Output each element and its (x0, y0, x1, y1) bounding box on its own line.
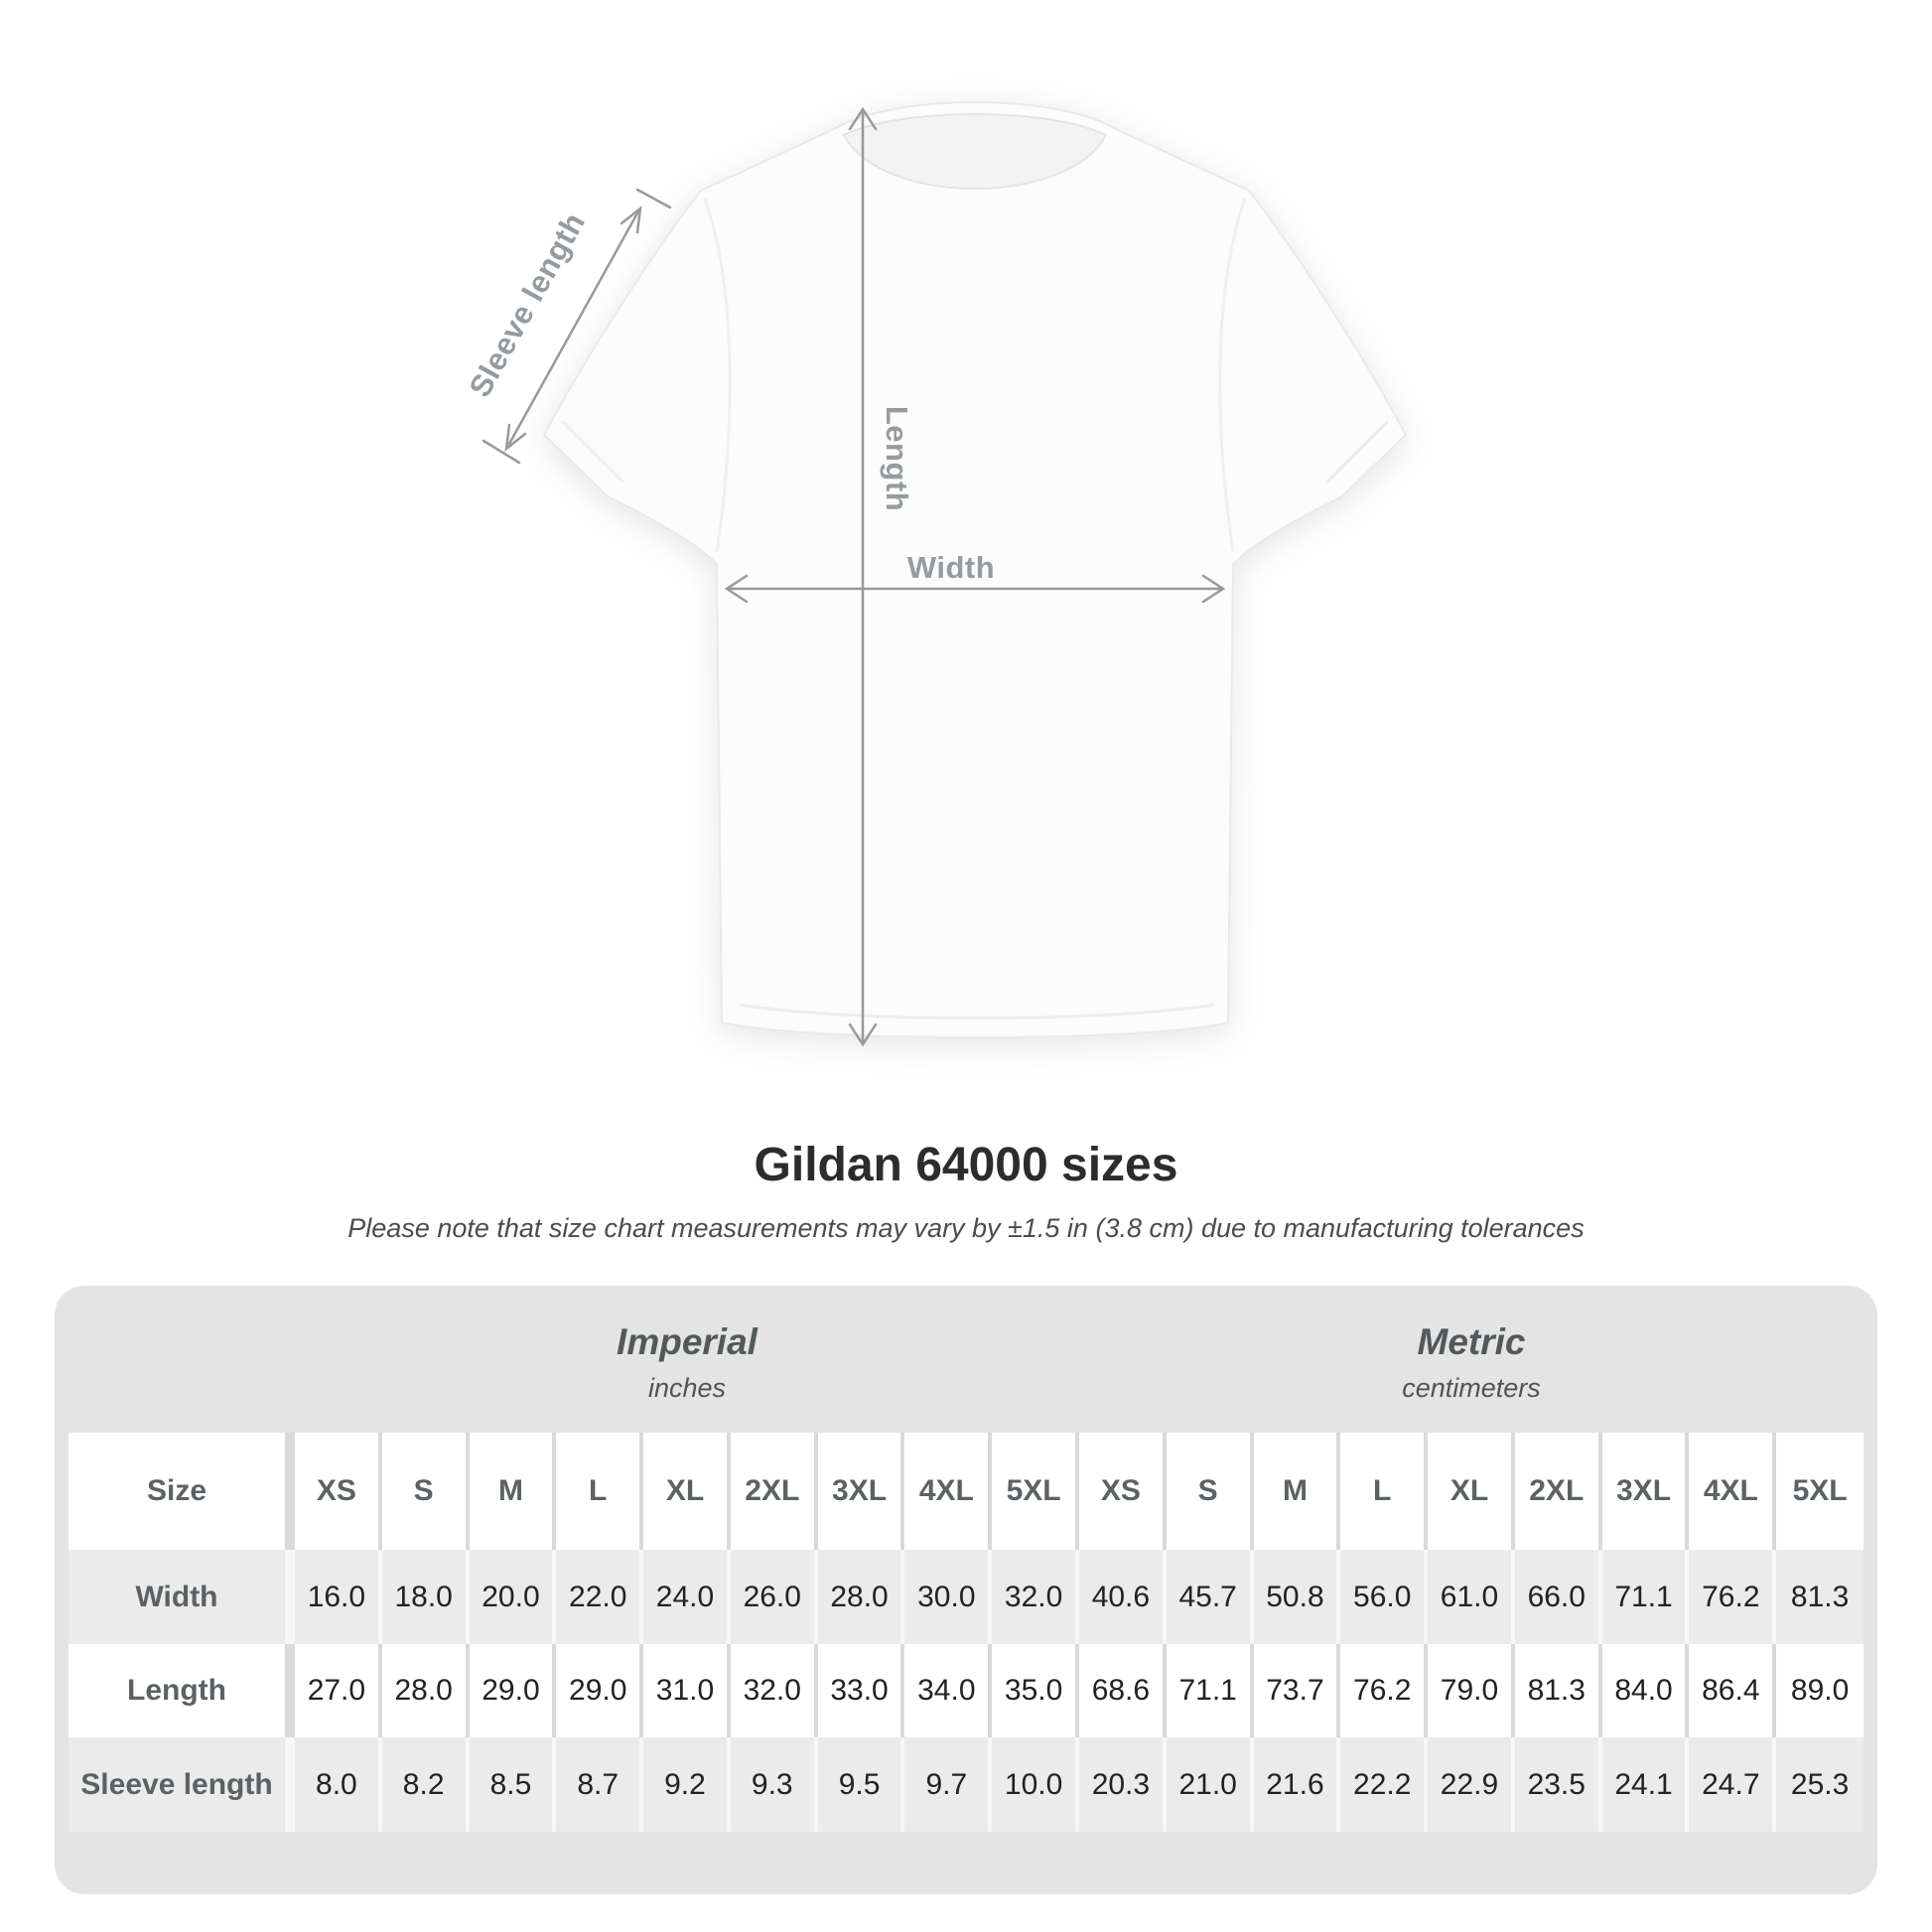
size-header: L (1340, 1433, 1428, 1550)
row-label-width: Width (69, 1550, 295, 1644)
table-cell: 20.3 (1079, 1737, 1167, 1832)
size-header: M (1254, 1433, 1341, 1550)
table-cell: 71.1 (1167, 1644, 1254, 1737)
table-cell: 66.0 (1515, 1550, 1602, 1644)
size-column-header: Size (69, 1433, 295, 1550)
table-cell: 30.0 (904, 1550, 992, 1644)
metric-label: Metric (1417, 1320, 1526, 1362)
size-header: L (556, 1433, 643, 1550)
table-cell: 24.7 (1689, 1737, 1776, 1832)
table-cell: 8.5 (470, 1737, 557, 1832)
table-cell: 84.0 (1602, 1644, 1690, 1737)
table-cell: 18.0 (382, 1550, 470, 1644)
size-header: S (382, 1433, 470, 1550)
table-cell: 45.7 (1167, 1550, 1254, 1644)
table-cell: 29.0 (470, 1644, 557, 1737)
table-cell: 56.0 (1340, 1550, 1428, 1644)
table-cell: 8.7 (556, 1737, 643, 1832)
size-header: XL (643, 1433, 731, 1550)
table-cell: 10.0 (992, 1737, 1079, 1832)
table-cell: 31.0 (643, 1644, 731, 1737)
table-cell: 9.5 (818, 1737, 905, 1832)
group-header-spacer (69, 1286, 295, 1433)
table-cell: 9.7 (904, 1737, 992, 1832)
width-label: Width (906, 550, 996, 585)
table-cell: 27.0 (295, 1644, 382, 1737)
metric-unit-label: centimeters (1402, 1372, 1541, 1403)
group-header-metric (1079, 1286, 1863, 1433)
imperial-label: Imperial (617, 1320, 758, 1362)
table-cell: 9.3 (731, 1737, 818, 1832)
group-header-imperial (295, 1286, 1079, 1433)
table-cell: 33.0 (818, 1644, 905, 1737)
table-cell: 16.0 (295, 1550, 382, 1644)
table-cell: 8.2 (382, 1737, 470, 1832)
row-label-sleeve-length: Sleeve length (69, 1737, 295, 1832)
size-header: 2XL (731, 1433, 818, 1550)
table-cell: 20.0 (470, 1550, 557, 1644)
table-cell: 71.1 (1602, 1550, 1690, 1644)
page-title: Gildan 64000 sizes (754, 1139, 1178, 1191)
imperial-unit-label: inches (647, 1372, 727, 1403)
table-cell: 29.0 (556, 1644, 643, 1737)
size-header: 2XL (1515, 1433, 1602, 1550)
table-cell: 23.5 (1515, 1737, 1602, 1832)
size-header: 3XL (1602, 1433, 1690, 1550)
size-header: 4XL (904, 1433, 992, 1550)
table-cell: 61.0 (1428, 1550, 1515, 1644)
size-chart-panel (55, 1286, 1877, 1894)
table-cell: 35.0 (992, 1644, 1079, 1737)
length-label: Length (880, 405, 914, 512)
size-chart-table (69, 1286, 1863, 1832)
size-header: 5XL (992, 1433, 1079, 1550)
size-header: 4XL (1689, 1433, 1776, 1550)
table-cell: 76.2 (1340, 1644, 1428, 1737)
table-cell: 32.0 (992, 1550, 1079, 1644)
row-label-length: Length (69, 1644, 295, 1737)
table-cell: 40.6 (1079, 1550, 1167, 1644)
table-cell: 76.2 (1689, 1550, 1776, 1644)
table-cell: 50.8 (1254, 1550, 1341, 1644)
table-cell: 8.0 (295, 1737, 382, 1832)
table-cell: 81.3 (1515, 1644, 1602, 1737)
table-cell: 24.1 (1602, 1737, 1690, 1832)
table-cell: 25.3 (1776, 1737, 1863, 1832)
table-cell: 22.2 (1340, 1737, 1428, 1832)
size-header: 3XL (818, 1433, 905, 1550)
table-cell: 21.6 (1254, 1737, 1341, 1832)
table-cell: 9.2 (643, 1737, 731, 1832)
size-header: XS (295, 1433, 382, 1550)
size-header: M (470, 1433, 557, 1550)
table-cell: 22.0 (556, 1550, 643, 1644)
table-cell: 86.4 (1689, 1644, 1776, 1737)
table-cell: 26.0 (731, 1550, 818, 1644)
table-cell: 32.0 (731, 1644, 818, 1737)
size-header: S (1167, 1433, 1254, 1550)
table-cell: 34.0 (904, 1644, 992, 1737)
size-header: 5XL (1776, 1433, 1863, 1550)
table-cell: 79.0 (1428, 1644, 1515, 1737)
size-header: XL (1428, 1433, 1515, 1550)
table-cell: 68.6 (1079, 1644, 1167, 1737)
sleeve-length-label: Sleeve length (462, 207, 593, 403)
table-cell: 24.0 (643, 1550, 731, 1644)
table-cell: 28.0 (382, 1644, 470, 1737)
table-cell: 28.0 (818, 1550, 905, 1644)
table-cell: 73.7 (1254, 1644, 1341, 1737)
table-cell: 22.9 (1428, 1737, 1515, 1832)
tolerance-note: Please note that size chart measurements may vary by ±1.5 in (3.8 cm) due to manufacturing tolerances (347, 1213, 1585, 1243)
size-header: XS (1079, 1433, 1167, 1550)
table-cell: 89.0 (1776, 1644, 1863, 1737)
table-cell: 21.0 (1167, 1737, 1254, 1832)
table-cell: 81.3 (1776, 1550, 1863, 1644)
